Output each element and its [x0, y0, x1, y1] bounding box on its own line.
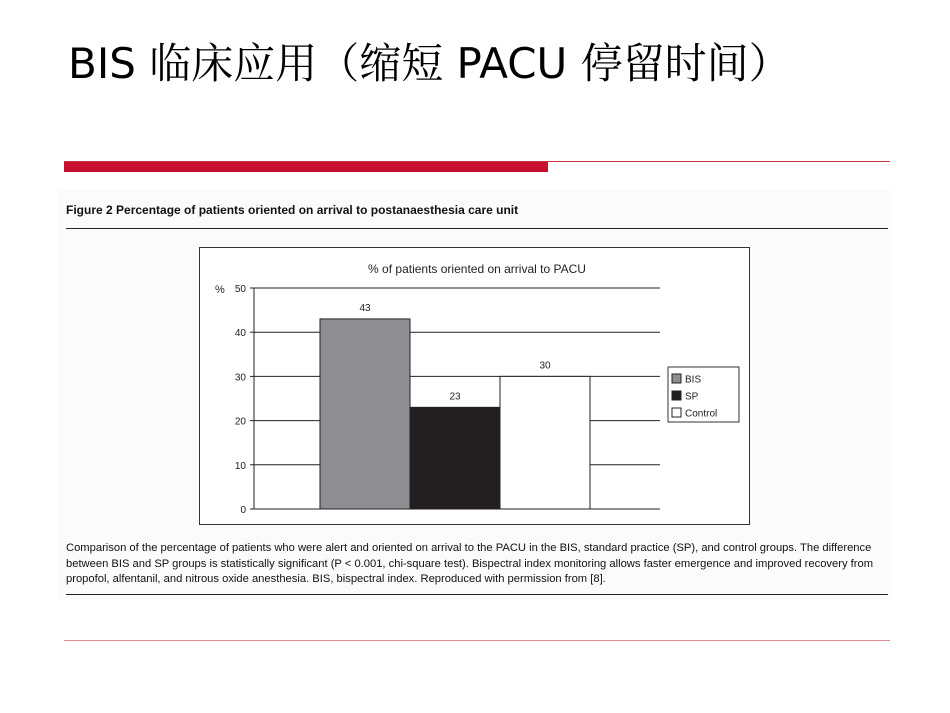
figure-bottom-rule	[66, 594, 888, 595]
slide-title: BIS 临床应用（缩短 PACU 停留时间）	[68, 39, 791, 88]
legend-swatch-bis	[672, 374, 681, 383]
data-label-sp: 23	[449, 391, 461, 403]
legend-swatch-sp	[672, 391, 681, 400]
y-axis-label: %	[215, 284, 225, 296]
figure-note: Comparison of the percentage of patients who were alert and oriented on arrival to the PACU in the BIS, standard practice (SP), and control groups. The difference between BIS and SP groups is statistically significant (P < 0.001, chi-square test). Bispectral index monitoring allows faster emergence and improved recovery from propofol, alfentanil, and nitrous oxide anesthesia. BIS, bispectral index. Reproduced with permission from [8].	[66, 542, 874, 585]
bar-bis	[320, 319, 410, 509]
bar-sp	[410, 407, 500, 509]
title-divider-accent	[64, 162, 548, 172]
y-tick-label: 20	[234, 416, 246, 428]
y-tick-label: 50	[234, 284, 246, 295]
legend-label-control: Control	[685, 408, 718, 420]
y-tick-label: 30	[234, 372, 246, 384]
data-label-bis: 43	[359, 302, 371, 314]
figure-top-rule	[66, 228, 888, 229]
y-tick-label: 10	[234, 460, 246, 472]
footer-divider	[64, 640, 890, 641]
bar-chart	[199, 247, 750, 525]
data-label-control: 30	[539, 360, 551, 372]
legend-label-bis: BIS	[685, 374, 702, 386]
y-tick-label: 40	[234, 328, 246, 340]
chart-title: % of patients oriented on arrival to PACU	[368, 262, 586, 276]
bar-control	[500, 376, 590, 509]
legend-swatch-control	[672, 408, 681, 417]
figure-heading: Figure 2 Percentage of patients oriented on arrival to postanaesthesia care unit	[66, 203, 519, 217]
legend-label-sp: SP	[685, 391, 699, 403]
y-tick-label: 0	[240, 505, 246, 516]
